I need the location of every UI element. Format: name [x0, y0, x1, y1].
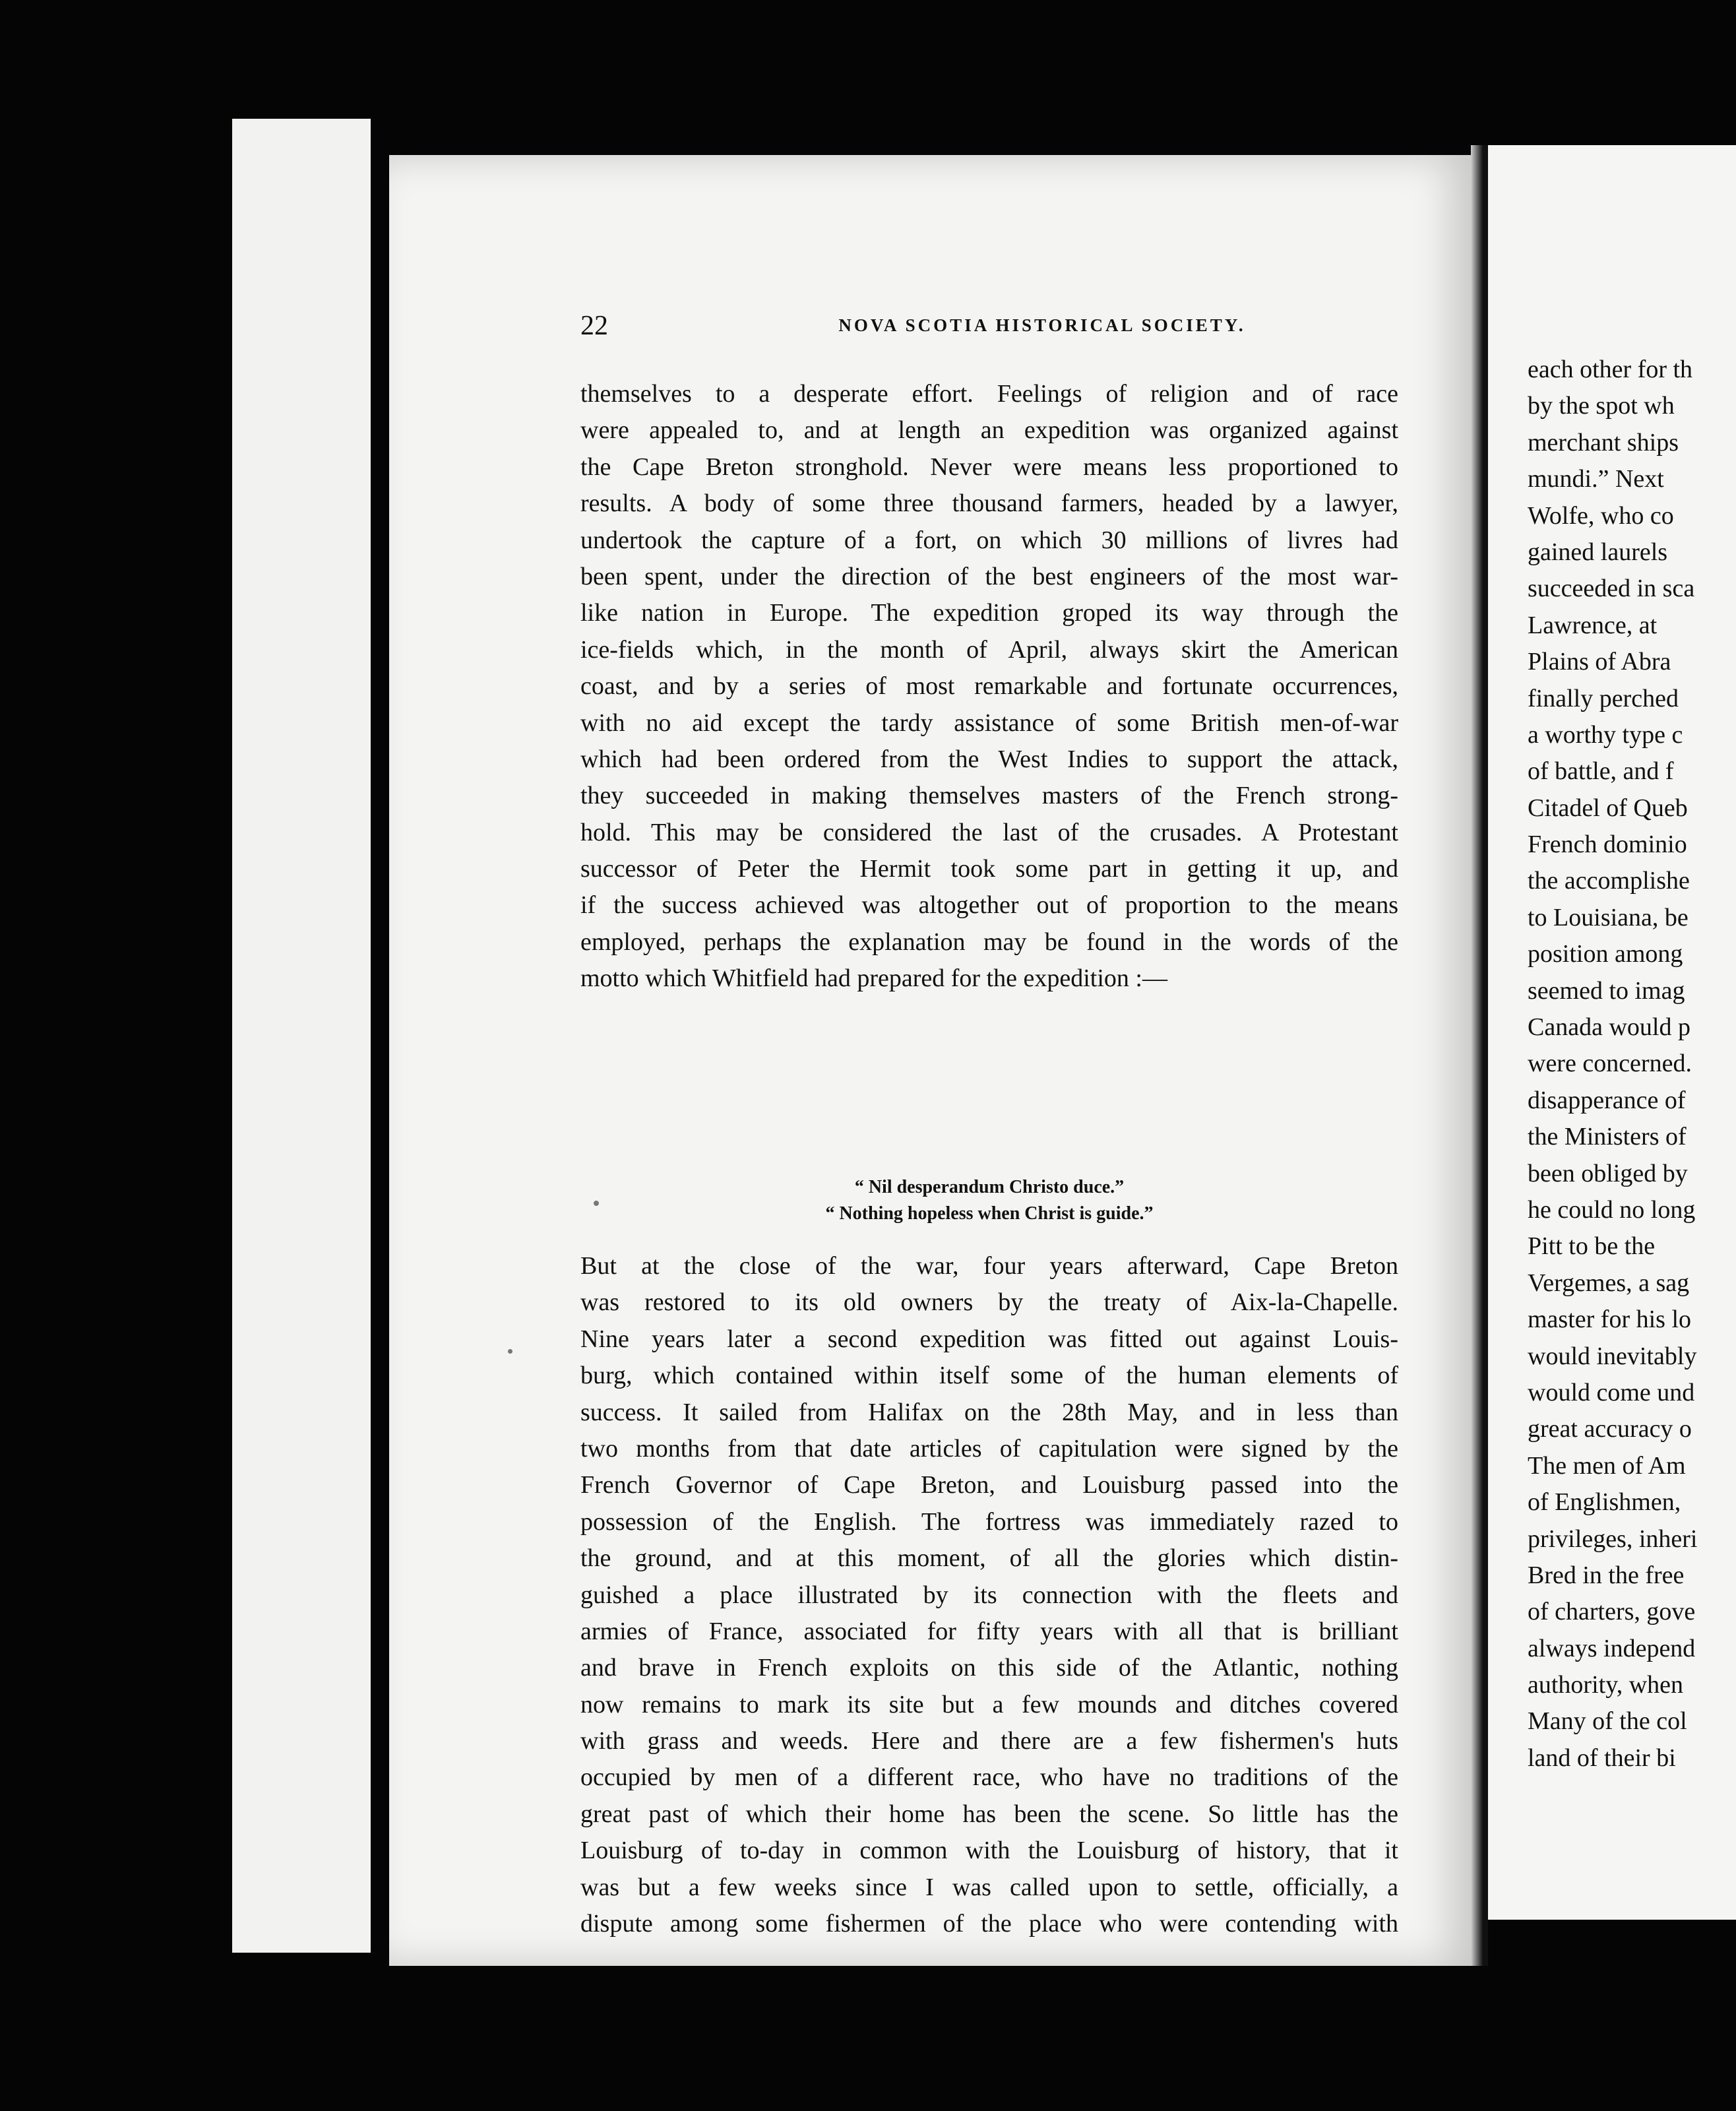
- text-line: great past of which their home has been the scene. So little has the: [580, 1800, 1398, 1828]
- text-line: finally perched: [1528, 684, 1679, 712]
- text-line: of battle, and f: [1528, 757, 1674, 786]
- motto-quote: [580, 1174, 1398, 1227]
- paragraph-2: [580, 1248, 1398, 1942]
- text-line: themselves to a desperate effort. Feelings of religion and of race: [580, 380, 1398, 408]
- motto-english: “ Nothing hopeless when Christ is guide.”: [825, 1203, 1154, 1224]
- text-line: Nine years later a second expedition was fitted out against Louis-: [580, 1325, 1398, 1353]
- text-line: Bred in the free: [1528, 1561, 1685, 1589]
- text-line: French dominio: [1528, 831, 1687, 859]
- text-line: they succeeded in making themselves masters of the French strong-: [580, 782, 1398, 810]
- text-line: armies of France, associated for fifty years with all that is brilliant: [580, 1617, 1398, 1645]
- text-line: Wolfe, who co: [1528, 501, 1674, 530]
- right-page-text: [1528, 351, 1697, 1776]
- text-line: by the spot wh: [1528, 392, 1675, 420]
- text-line: of charters, gove: [1528, 1598, 1696, 1626]
- text-line: authority, when: [1528, 1671, 1684, 1699]
- text-line: succeeded in sca: [1528, 575, 1695, 603]
- text-line: the Cape Breton stronghold. Never were means less proportioned to: [580, 453, 1398, 481]
- paragraph-1: [580, 376, 1398, 997]
- text-line: hold. This may be considered the last of the crusades. A Protestant: [580, 818, 1398, 846]
- text-line: undertook the capture of a fort, on which 30 millions of livres had: [580, 526, 1398, 554]
- text-line: great accuracy o: [1528, 1415, 1692, 1443]
- text-line: ice-fields which, in the month of April, always skirt the American: [580, 635, 1398, 664]
- underlying-page-edge: [232, 119, 371, 1953]
- book-gutter: [1471, 145, 1488, 1966]
- text-line: merchant ships: [1528, 428, 1679, 457]
- text-line: Plains of Abra: [1528, 648, 1671, 676]
- text-line: would inevitably: [1528, 1342, 1697, 1370]
- text-line: would come und: [1528, 1378, 1695, 1406]
- text-line: motto which Whitfield had prepared for the expedition :—: [580, 964, 1167, 993]
- right-page: [1488, 145, 1736, 1920]
- text-line: of Englishmen,: [1528, 1488, 1681, 1517]
- text-line: Citadel of Queb: [1528, 794, 1688, 822]
- text-line: coast, and by a series of most remarkable and fortunate occurrences,: [580, 672, 1398, 701]
- print-speck: [594, 1201, 599, 1206]
- text-line: like nation in Europe. The expedition groped its way through the: [580, 599, 1398, 627]
- text-line: Vergemes, a sag: [1528, 1269, 1690, 1297]
- text-line: were concerned.: [1528, 1050, 1692, 1078]
- text-line: Pitt to be the: [1528, 1232, 1656, 1261]
- text-line: with no aid except the tardy assistance of some British men-of-war: [580, 709, 1398, 737]
- text-line: with grass and weeds. Here and there are a few fishermen's huts: [580, 1727, 1398, 1755]
- text-line: now remains to mark its site but a few mounds and ditches covered: [580, 1690, 1398, 1718]
- text-line: the ground, and at this moment, of all the glories which distin-: [580, 1544, 1398, 1573]
- left-page: [389, 155, 1471, 1966]
- text-line: if the success achieved was altogether out of proportion to the means: [580, 891, 1398, 920]
- text-line: success. It sailed from Halifax on the 28th May, and in less than: [580, 1398, 1398, 1426]
- text-line: been spent, under the direction of the best engineers of the most war-: [580, 562, 1398, 590]
- text-line: to Louisiana, be: [1528, 903, 1689, 931]
- text-line: a worthy type c: [1528, 720, 1683, 749]
- text-line: he could no long: [1528, 1195, 1696, 1224]
- text-line: been obliged by: [1528, 1159, 1688, 1187]
- text-line: occupied by men of a different race, who have no traditions of the: [580, 1763, 1398, 1792]
- running-title: NOVA SCOTIA HISTORICAL SOCIETY.: [838, 315, 1246, 335]
- text-line: master for his lo: [1528, 1306, 1692, 1334]
- text-line: Louisburg of to-day in common with the Louisburg of history, that it: [580, 1837, 1398, 1865]
- text-line: possession of the English. The fortress was immediately razed to: [580, 1507, 1398, 1536]
- text-line: the accomplishe: [1528, 867, 1690, 895]
- text-line: dispute among some fishermen of the place who were contending with: [580, 1910, 1398, 1938]
- text-line: successor of Peter the Hermit took some part in getting it up, and: [580, 855, 1398, 883]
- text-line: French Governor of Cape Breton, and Louisburg passed into the: [580, 1471, 1398, 1499]
- page-header: [580, 310, 1425, 350]
- text-line: was restored to its old owners by the treaty of Aix-la-Chapelle.: [580, 1288, 1398, 1317]
- page-number: 22: [580, 311, 608, 341]
- text-line: seemed to imag: [1528, 976, 1685, 1005]
- text-line: always independ: [1528, 1634, 1696, 1662]
- text-line: the Ministers of: [1528, 1123, 1687, 1151]
- print-speck: [508, 1349, 512, 1354]
- text-line: was but a few weeks since I was called upon to settle, officially, a: [580, 1873, 1398, 1901]
- text-line: were appealed to, and at length an expedition was organized against: [580, 416, 1398, 445]
- text-line: gained laurels: [1528, 538, 1668, 566]
- text-line: mundi.” Next: [1528, 465, 1664, 493]
- motto-latin: “ Nil desperandum Christo duce.”: [854, 1177, 1125, 1197]
- text-line: Lawrence, at: [1528, 611, 1658, 639]
- text-line: which had been ordered from the West Indies to support the attack,: [580, 745, 1398, 773]
- text-line: Canada would p: [1528, 1013, 1690, 1042]
- text-line: disapperance of: [1528, 1086, 1686, 1114]
- text-line: privileges, inheri: [1528, 1525, 1698, 1553]
- text-line: employed, perhaps the explanation may be found in the words of the: [580, 928, 1398, 956]
- text-line: The men of Am: [1528, 1451, 1686, 1480]
- text-line: and brave in French exploits on this side of the Atlantic, nothing: [580, 1654, 1398, 1682]
- text-line: each other for th: [1528, 356, 1693, 383]
- text-line: burg, which contained within itself some of the human elements of: [580, 1362, 1398, 1390]
- text-line: land of their bi: [1528, 1744, 1676, 1772]
- text-line: two months from that date articles of capitulation were signed by the: [580, 1434, 1398, 1463]
- text-line: position among: [1528, 940, 1683, 968]
- text-line: Many of the col: [1528, 1707, 1687, 1736]
- text-line: guished a place illustrated by its connection with the fleets and: [580, 1581, 1398, 1609]
- text-line: results. A body of some three thousand farmers, headed by a lawyer,: [580, 489, 1398, 518]
- text-line: But at the close of the war, four years afterward, Cape Breton: [580, 1252, 1398, 1280]
